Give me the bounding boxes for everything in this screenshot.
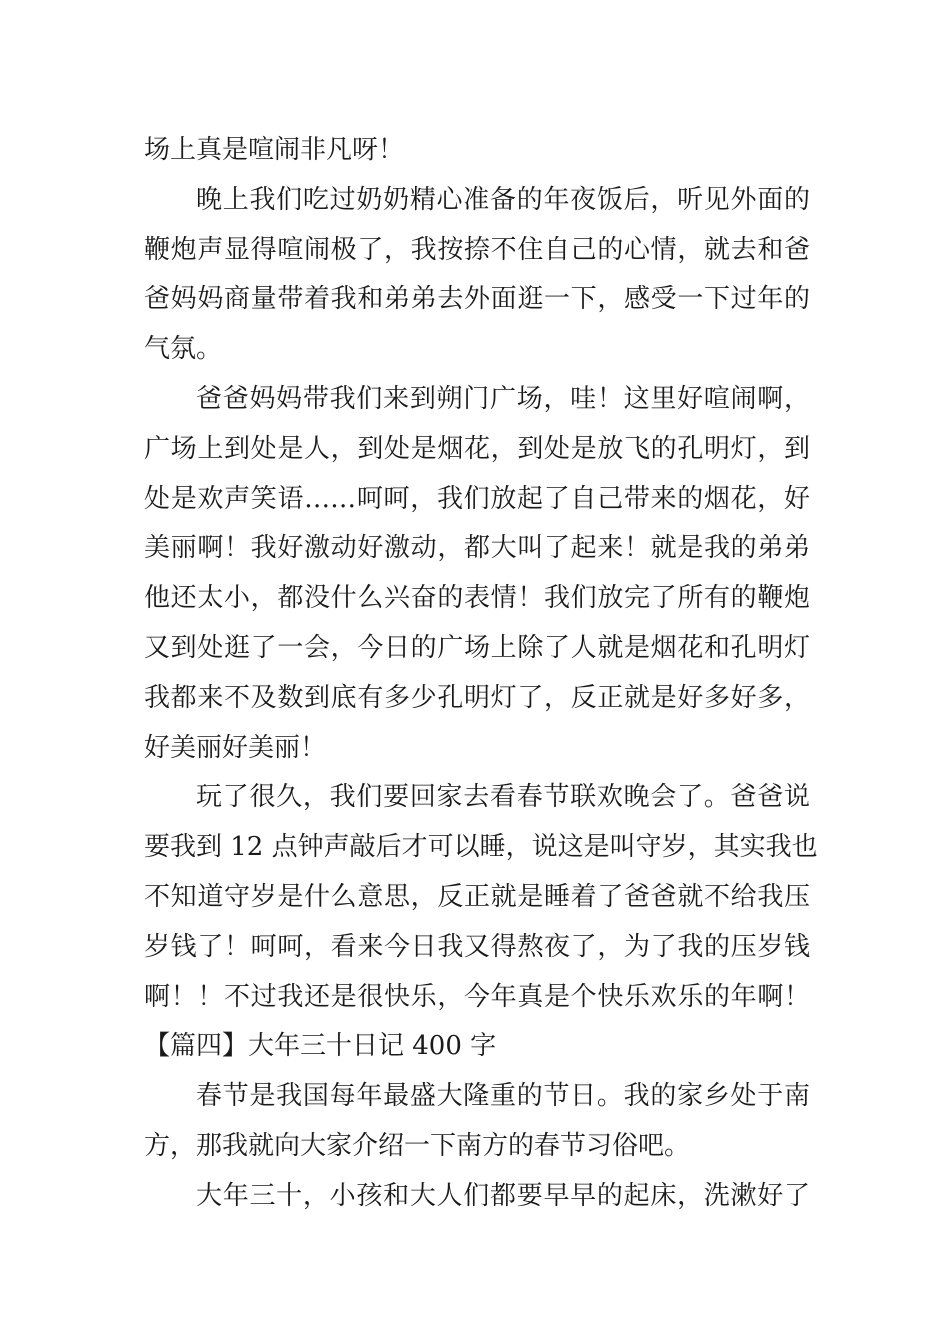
article-body bbox=[144, 126, 818, 1222]
text-line: 要我到 12 点钟声敲后才可以睡，说这是叫守岁，其实我也 bbox=[144, 832, 818, 863]
text-line: 爸妈妈商量带着我和弟弟去外面逛一下，感受一下过年的 bbox=[144, 284, 810, 315]
text-line: 不知道守岁是什么意思，反正就是睡着了爸爸就不给我压 bbox=[144, 881, 810, 912]
text-line: 我都来不及数到底有多少孔明灯了，反正就是好多好多， bbox=[144, 682, 810, 713]
text-line: 气氛。 bbox=[144, 334, 223, 365]
paragraph-first-line: 晚上我们吃过奶奶精心准备的年夜饭后，听见外面的 bbox=[196, 184, 810, 215]
text-line: 方，那我就向大家介绍一下南方的春节习俗吧。 bbox=[144, 1130, 691, 1161]
text-line: 处是欢声笑语……呵呵，我们放起了自己带来的烟花，好 bbox=[144, 483, 810, 514]
section-heading: 【篇四】大年三十日记 400 字 bbox=[144, 1031, 497, 1062]
paragraph-first-line: 春节是我国每年最盛大隆重的节日。我的家乡处于南 bbox=[196, 1081, 810, 1112]
text-line: 广场上到处是人，到处是烟花，到处是放飞的孔明灯，到 bbox=[144, 433, 810, 464]
paragraph-first-line: 大年三十，小孩和大人们都要早早的起床，洗漱好了 bbox=[196, 1180, 810, 1211]
text-line: 鞭炮声显得喧闹极了，我按捺不住自己的心情，就去和爸 bbox=[144, 234, 810, 265]
text-line: 好美丽好美丽！ bbox=[144, 732, 327, 763]
paragraph-first-line: 玩了很久，我们要回家去看春节联欢晚会了。爸爸说 bbox=[196, 782, 810, 813]
paragraph-first-line: 爸爸妈妈带我们来到朔门广场，哇！这里好喧闹啊， bbox=[196, 383, 810, 414]
text-line: 岁钱了！呵呵，看来今日我又得熬夜了，为了我的压岁钱 bbox=[144, 931, 810, 962]
text-line: 又到处逛了一会，今日的广场上除了人就是烟花和孔明灯 bbox=[144, 632, 810, 663]
text-line: 啊！！不过我还是很快乐，今年真是个快乐欢乐的年啊！ bbox=[144, 981, 810, 1012]
text-line: 场上真是喧闹非凡呀！ bbox=[144, 135, 405, 165]
text-line: 美丽啊！我好激动好激动，都大叫了起来！就是我的弟弟 bbox=[144, 533, 810, 564]
text-line: 他还太小，都没什么兴奋的表情！我们放完了所有的鞭炮 bbox=[144, 583, 810, 614]
